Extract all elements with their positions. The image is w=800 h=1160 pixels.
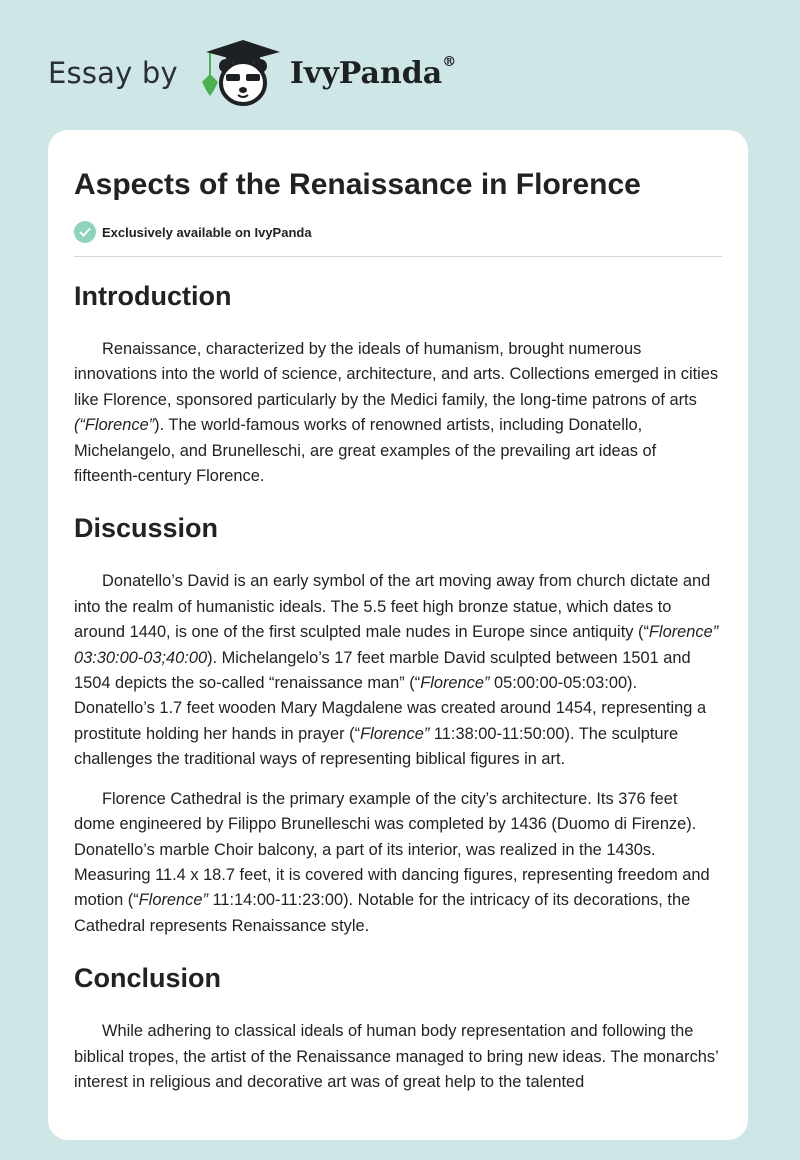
exclusive-label: Exclusively available on IvyPanda — [102, 224, 312, 240]
section-heading-discussion: Discussion — [74, 513, 219, 544]
paragraph-text: While adhering to classical ideals of human body representation and following the biblical tropes, the artist of the Renaissance managed to bring new ideas. The monarchs’ interest in religious and decorative art was of great help to the talented — [74, 1022, 719, 1091]
brand-name: IvyPanda® — [289, 53, 457, 91]
paragraph — [74, 569, 722, 772]
paragraph-text: ). Michelangelo’s 17 feet marble David sculpted between 1501 and 1504 depicts the so-called “renaissance man” (“ — [74, 648, 691, 693]
ivypanda-logo-icon — [198, 38, 288, 108]
paragraph-text: Renaissance, characterized by the ideals of humanism, brought numerous innovations into the world of science, architecture, and arts. Collections emerged in cities like Florence, sponsored particularly by the Medici family, the long-time patrons of arts — [74, 340, 719, 409]
section-heading-introduction: Introduction — [74, 281, 232, 311]
citation-text: Florence” — [360, 724, 430, 743]
paragraph-text: ). The world-famous works of renowned artists, including Donatello, Michelangelo, and Brunelleschi, are great examples of the prevailing art ideas of fifteenth-century Florence. — [74, 416, 657, 486]
paragraph — [74, 787, 722, 939]
brand-header — [48, 38, 456, 108]
paragraph-text: Donatello’s David is an early symbol of the art moving away from church dictate and into the realm of humanistic ideals. The 5.5 feet high bronze statue, which dates to around 1440, is one of the first sculpted male nudes in Europe since antiquity (“ — [74, 572, 711, 642]
divider — [74, 256, 722, 257]
paragraph-text: 11:14:00-11:23:00). Notable for the intricacy of its decorations, the Cathedral represents Renaissance style. — [74, 891, 691, 935]
paragraph-text: 11:38:00-11:50:00). The sculpture challenges the traditional ways of representing biblical figures in art. — [74, 724, 679, 769]
essay-card — [48, 130, 748, 1140]
paragraph-text: Florence Cathedral is the primary example of the city’s architecture. Its 376 feet dome engineered by Filippo Brunelleschi was completed by 1436 (Duomo di Firenze). Donatello’s marble Choir balcony, a part of its interior, was realized in the 1430s. Measuring 11.4 x 18.7 feet, it is covered with dancing figures, representing freedom and motion (“ — [74, 789, 710, 910]
citation-text: Florence” 03:30:00-03;40:00 — [74, 623, 719, 667]
section-heading-conclusion: Conclusion — [74, 963, 221, 994]
exclusive-badge — [74, 221, 722, 243]
essay-title: Aspects of the Renaissance in Florence — [74, 168, 641, 201]
paragraph — [74, 1019, 722, 1095]
essay-body — [74, 279, 722, 1095]
essay-by-label: Essay by — [48, 56, 178, 90]
citation-text: Florence” — [420, 674, 490, 693]
paragraph-text: 05:00:00-05:03:00). Donatello’s 1.7 feet wooden Mary Magdalene was created around 1454, representing a prostitute holding her hands in prayer (“ — [74, 674, 707, 743]
citation-text: (“Florence” — [74, 416, 155, 435]
paragraph — [74, 337, 722, 489]
citation-text: Florence” — [138, 891, 208, 910]
check-icon — [74, 221, 96, 243]
